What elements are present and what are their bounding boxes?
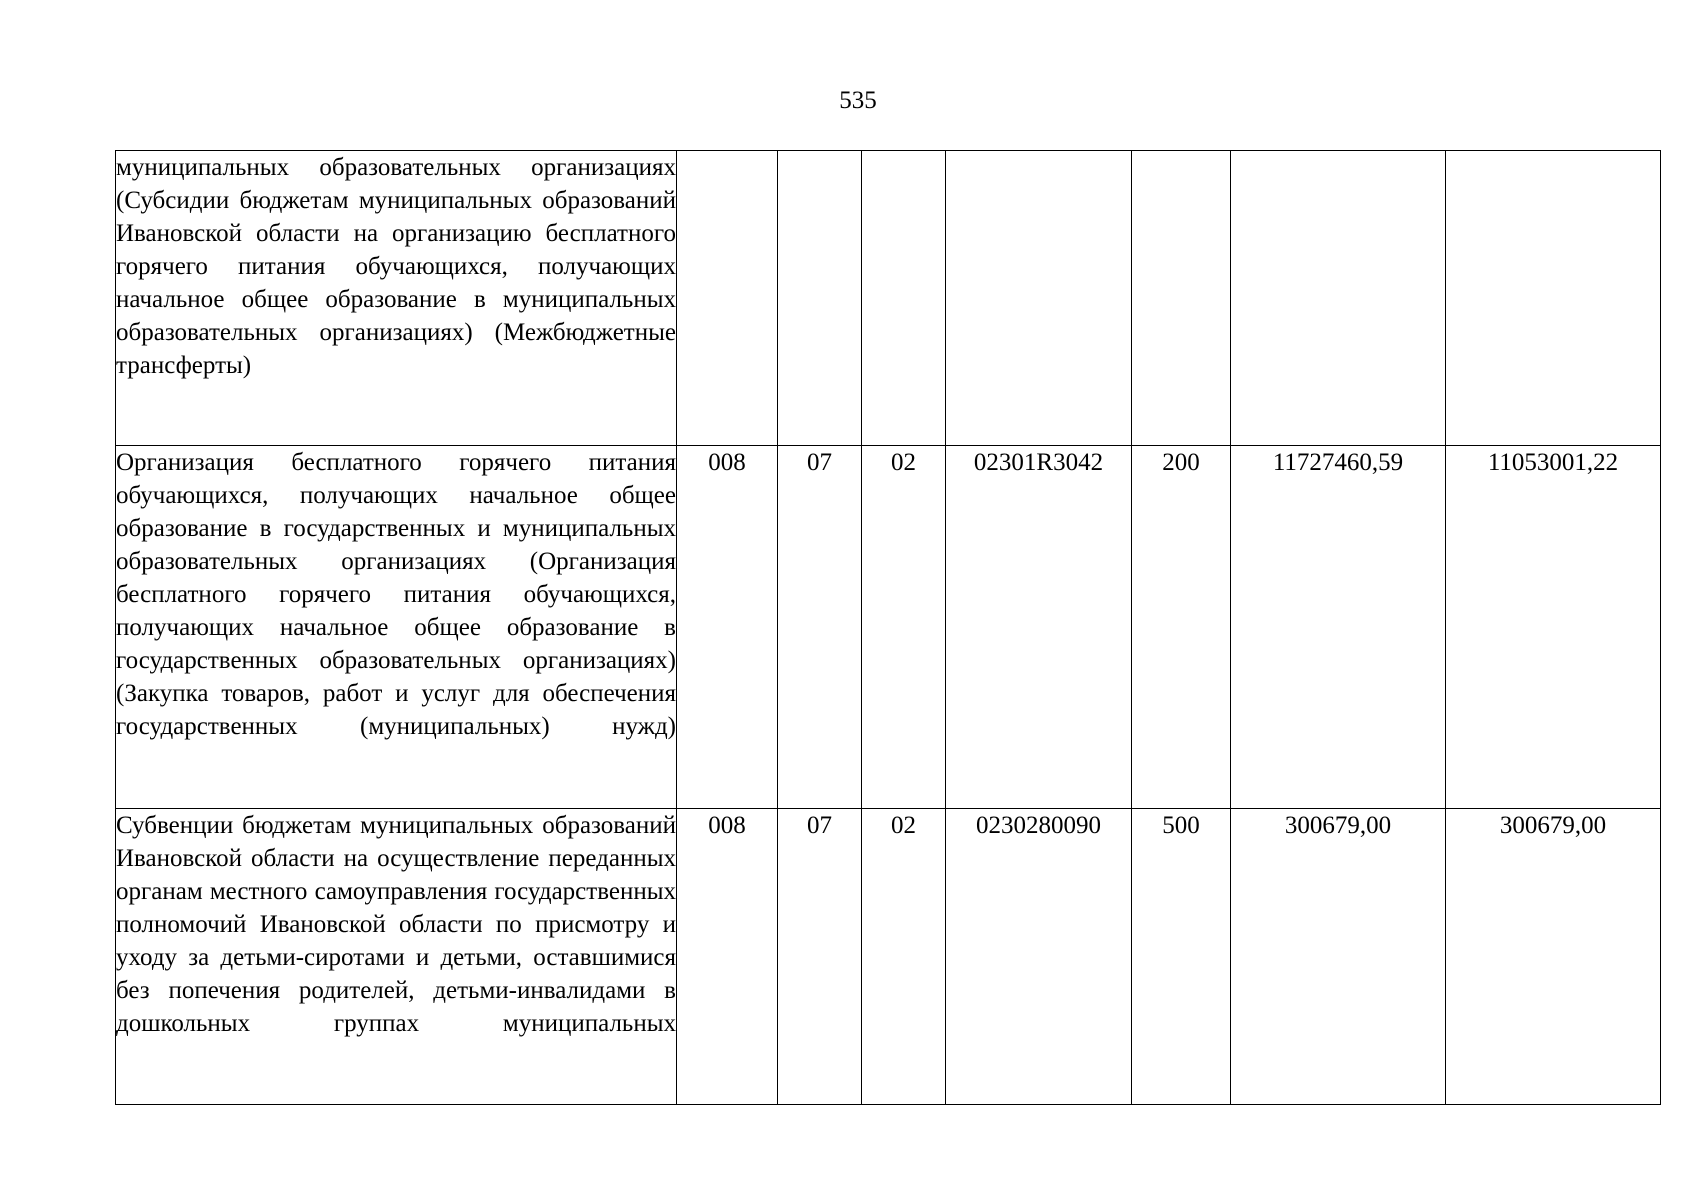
row-description: Организация бесплатного горячего питания обучающихся, получающих начальное общее образование в государственных и муниципальных образовательных организациях (Организация бесплатного горячего питания обучающихся, получающих начальное общее образование в государственных образовательных организациях) (Закупка товаров, работ и услуг для обеспечения государственных (муниципальных) нужд)	[116, 446, 677, 809]
amount-2-cell	[1446, 151, 1661, 446]
page-number: 535	[839, 87, 877, 114]
target-code-cell: 0230280090	[946, 809, 1132, 1105]
gov-code-cell: 008	[677, 446, 778, 809]
row-description: Субвенции бюджетам муниципальных образований Ивановской области на осуществление переданных органам местного самоуправления государственных полномочий Ивановской области по присмотру и уходу за детьми-сиротами и детьми, оставшимися без попечения родителей, детьми-инвалидами в дошкольных группах муниципальных	[116, 809, 677, 1105]
budget-table	[115, 150, 1661, 1105]
target-code-cell: 02301R3042	[946, 446, 1132, 809]
expense-type-cell	[1132, 151, 1231, 446]
subsection-code-cell: 02	[862, 446, 946, 809]
row-description: муниципальных образовательных организациях (Субсидии бюджетам муниципальных образований Ивановской области на организацию бесплатного горячего питания обучающихся, получающих начальное общее образование в муниципальных образовательных организациях) (Межбюджетные трансферты)	[116, 151, 677, 446]
subsection-code-cell: 02	[862, 809, 946, 1105]
table-row	[116, 809, 1661, 1105]
expense-type-cell: 500	[1132, 809, 1231, 1105]
expense-type-cell: 200	[1132, 446, 1231, 809]
amount-1-cell: 300679,00	[1231, 809, 1446, 1105]
section-code-cell	[778, 151, 862, 446]
gov-code-cell	[677, 151, 778, 446]
section-code-cell: 07	[778, 446, 862, 809]
amount-1-cell	[1231, 151, 1446, 446]
table-row	[116, 446, 1661, 809]
subsection-code-cell	[862, 151, 946, 446]
amount-2-cell: 11053001,22	[1446, 446, 1661, 809]
gov-code-cell: 008	[677, 809, 778, 1105]
amount-1-cell: 11727460,59	[1231, 446, 1446, 809]
amount-2-cell: 300679,00	[1446, 809, 1661, 1105]
table-row	[116, 151, 1661, 446]
section-code-cell: 07	[778, 809, 862, 1105]
target-code-cell	[946, 151, 1132, 446]
